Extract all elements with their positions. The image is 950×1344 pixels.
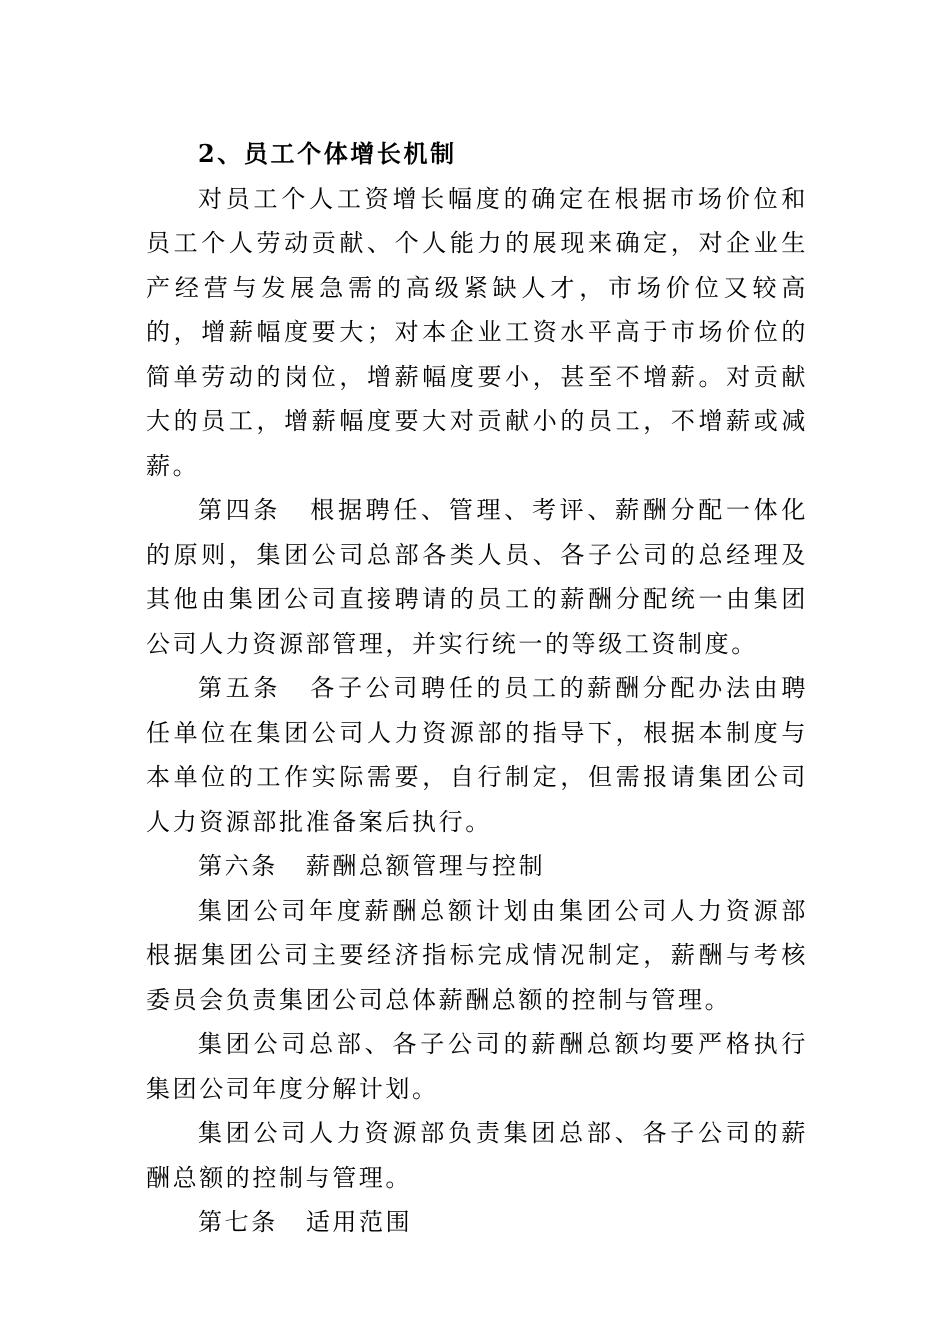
article-6: [146, 844, 808, 889]
article-4-text: 根据聘任、管理、考评、薪酬分配一体化的原则，集团公司总部各类人员、各子公司的总经理及其他由集团公司直接聘请的员工的薪酬分配统一由集团公司人力资源部管理，并实行统一的等级工资制度。: [146, 496, 808, 658]
article-4-label: 第四条: [198, 496, 282, 524]
article-6-label: 第六条: [198, 852, 278, 880]
article-5-text: 各子公司聘任的员工的薪酬分配办法由聘任单位在集团公司人力资源部的指导下，根据本制度与本单位的工作实际需要，自行制定，但需报请集团公司人力资源部批准备案后执行。: [146, 674, 808, 836]
article-7-text: 适用范围: [305, 1208, 413, 1236]
paragraph-hr-control: 集团公司人力资源部负责集团总部、各子公司的薪酬总额的控制与管理。: [146, 1119, 808, 1192]
article-5-label: 第五条: [198, 674, 282, 702]
article-5: [146, 666, 808, 844]
paragraph-total-execution: 集团公司总部、各子公司的薪酬总额均要严格执行集团公司年度分解计划。: [146, 1030, 808, 1103]
article-7: [146, 1200, 808, 1245]
paragraph-salary-growth: 对员工个人工资增长幅度的确定在根据市场价位和员工个人劳动贡献、个人能力的展现来确定，对企业生产经营与发展急需的高级紧缺人才，市场价位又较高的，增薪幅度要大；对本企业工资水平高于市场价位的简单劳动的岗位，增薪幅度要小，甚至不增薪。对贡献大的员工，增薪幅度要大对贡献小的员工，不增薪或减薪。: [146, 184, 808, 480]
section-heading: 2、员工个体增长机制: [198, 139, 457, 168]
article-4: [146, 488, 808, 666]
article-6-text: 薪酬总额管理与控制: [305, 852, 546, 880]
document-body: [146, 132, 808, 1245]
article-7-label: 第七条: [198, 1208, 278, 1236]
paragraph-annual-plan: 集团公司年度薪酬总额计划由集团公司人力资源部根据集团公司主要经济指标完成情况制定，薪酬与考核委员会负责集团公司总体薪酬总额的控制与管理。: [146, 896, 808, 1014]
